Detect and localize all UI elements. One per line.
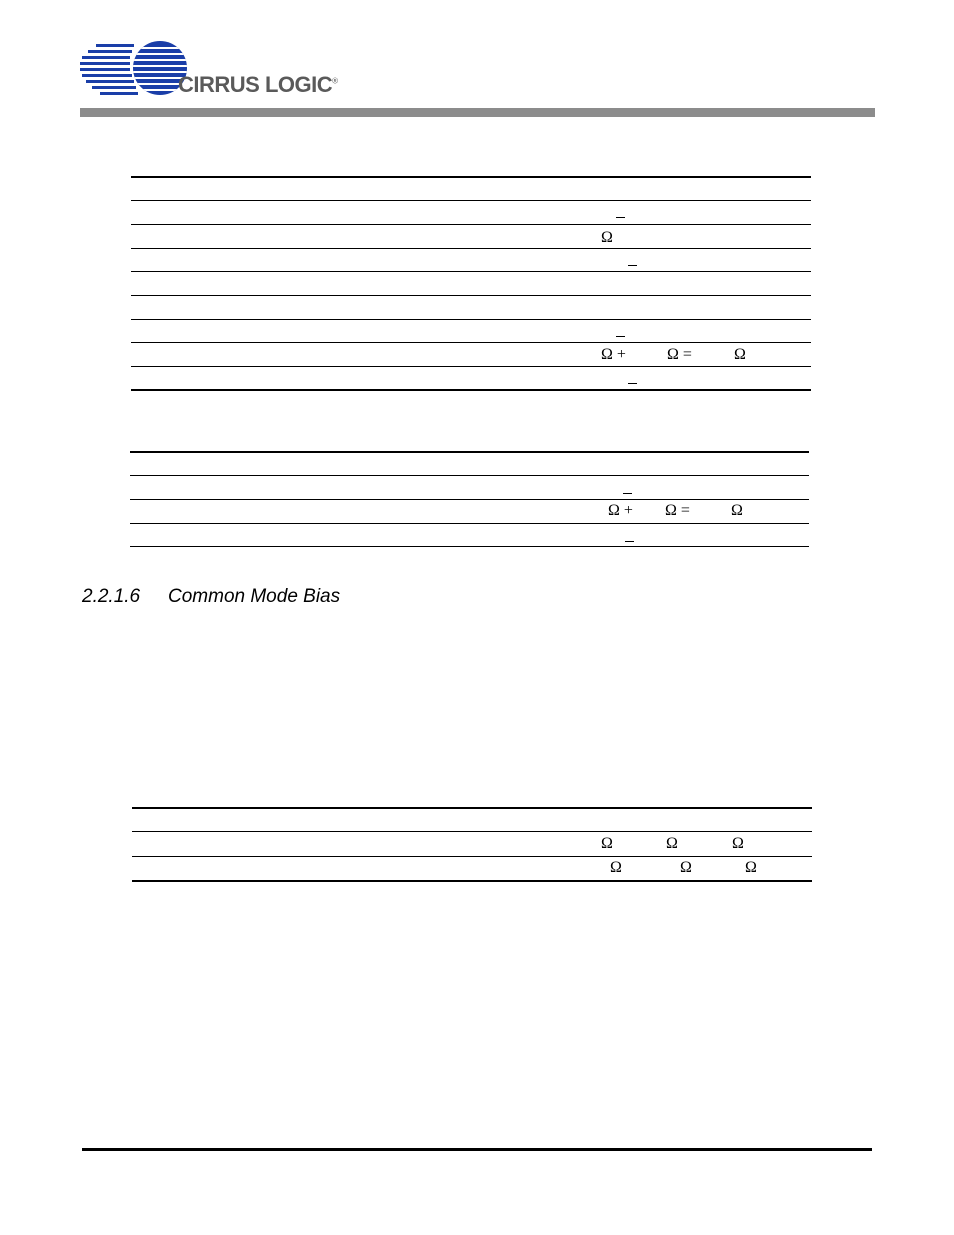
symbol-dash xyxy=(623,493,632,494)
table-2-top-rule xyxy=(130,451,809,453)
omega-symbol: Ω xyxy=(745,859,757,876)
omega-symbol: Ω xyxy=(734,346,746,363)
table-row xyxy=(131,366,811,367)
footer-rule xyxy=(82,1148,872,1151)
table-row xyxy=(131,200,811,201)
symbol-dash xyxy=(616,217,625,218)
omega-symbol: Ω xyxy=(666,835,678,852)
table-row xyxy=(131,295,811,296)
table-1-top-rule xyxy=(131,176,811,178)
section-title: Common Mode Bias xyxy=(168,586,341,607)
table-1-bottom-rule xyxy=(131,389,811,391)
symbol-dash xyxy=(628,265,637,266)
table-row xyxy=(130,475,809,476)
table-2 xyxy=(130,451,809,549)
table-row xyxy=(131,342,811,343)
table-row xyxy=(131,248,811,249)
table-3 xyxy=(132,807,812,883)
table-row xyxy=(132,831,812,832)
section-heading xyxy=(82,586,340,608)
omega-symbol: Ω xyxy=(601,229,613,246)
symbol-dash xyxy=(625,541,634,542)
omega-symbol: Ω xyxy=(610,859,622,876)
omega-equals-symbol: Ω = xyxy=(665,502,690,519)
table-row xyxy=(131,271,811,272)
omega-symbol: Ω xyxy=(680,859,692,876)
table-row xyxy=(130,523,809,524)
omega-symbol: Ω xyxy=(732,835,744,852)
table-3-bottom-rule xyxy=(132,880,812,882)
table-3-top-rule xyxy=(132,807,812,809)
omega-plus-symbol: Ω + xyxy=(601,346,626,363)
omega-equals-symbol: Ω = xyxy=(667,346,692,363)
symbol-dash xyxy=(616,336,625,337)
omega-plus-symbol: Ω + xyxy=(608,502,633,519)
table-row xyxy=(130,499,809,500)
table-row xyxy=(131,224,811,225)
omega-symbol: Ω xyxy=(601,835,613,852)
table-row xyxy=(131,319,811,320)
symbol-dash xyxy=(628,383,637,384)
table-2-bottom-rule xyxy=(130,546,809,547)
section-number: 2.2.1.6 xyxy=(82,586,141,607)
brand-name: CIRRUS LOGIC® xyxy=(178,72,338,97)
header-bar xyxy=(80,108,875,117)
table-row xyxy=(132,856,812,857)
table-1 xyxy=(131,176,811,392)
omega-symbol: Ω xyxy=(731,502,743,519)
